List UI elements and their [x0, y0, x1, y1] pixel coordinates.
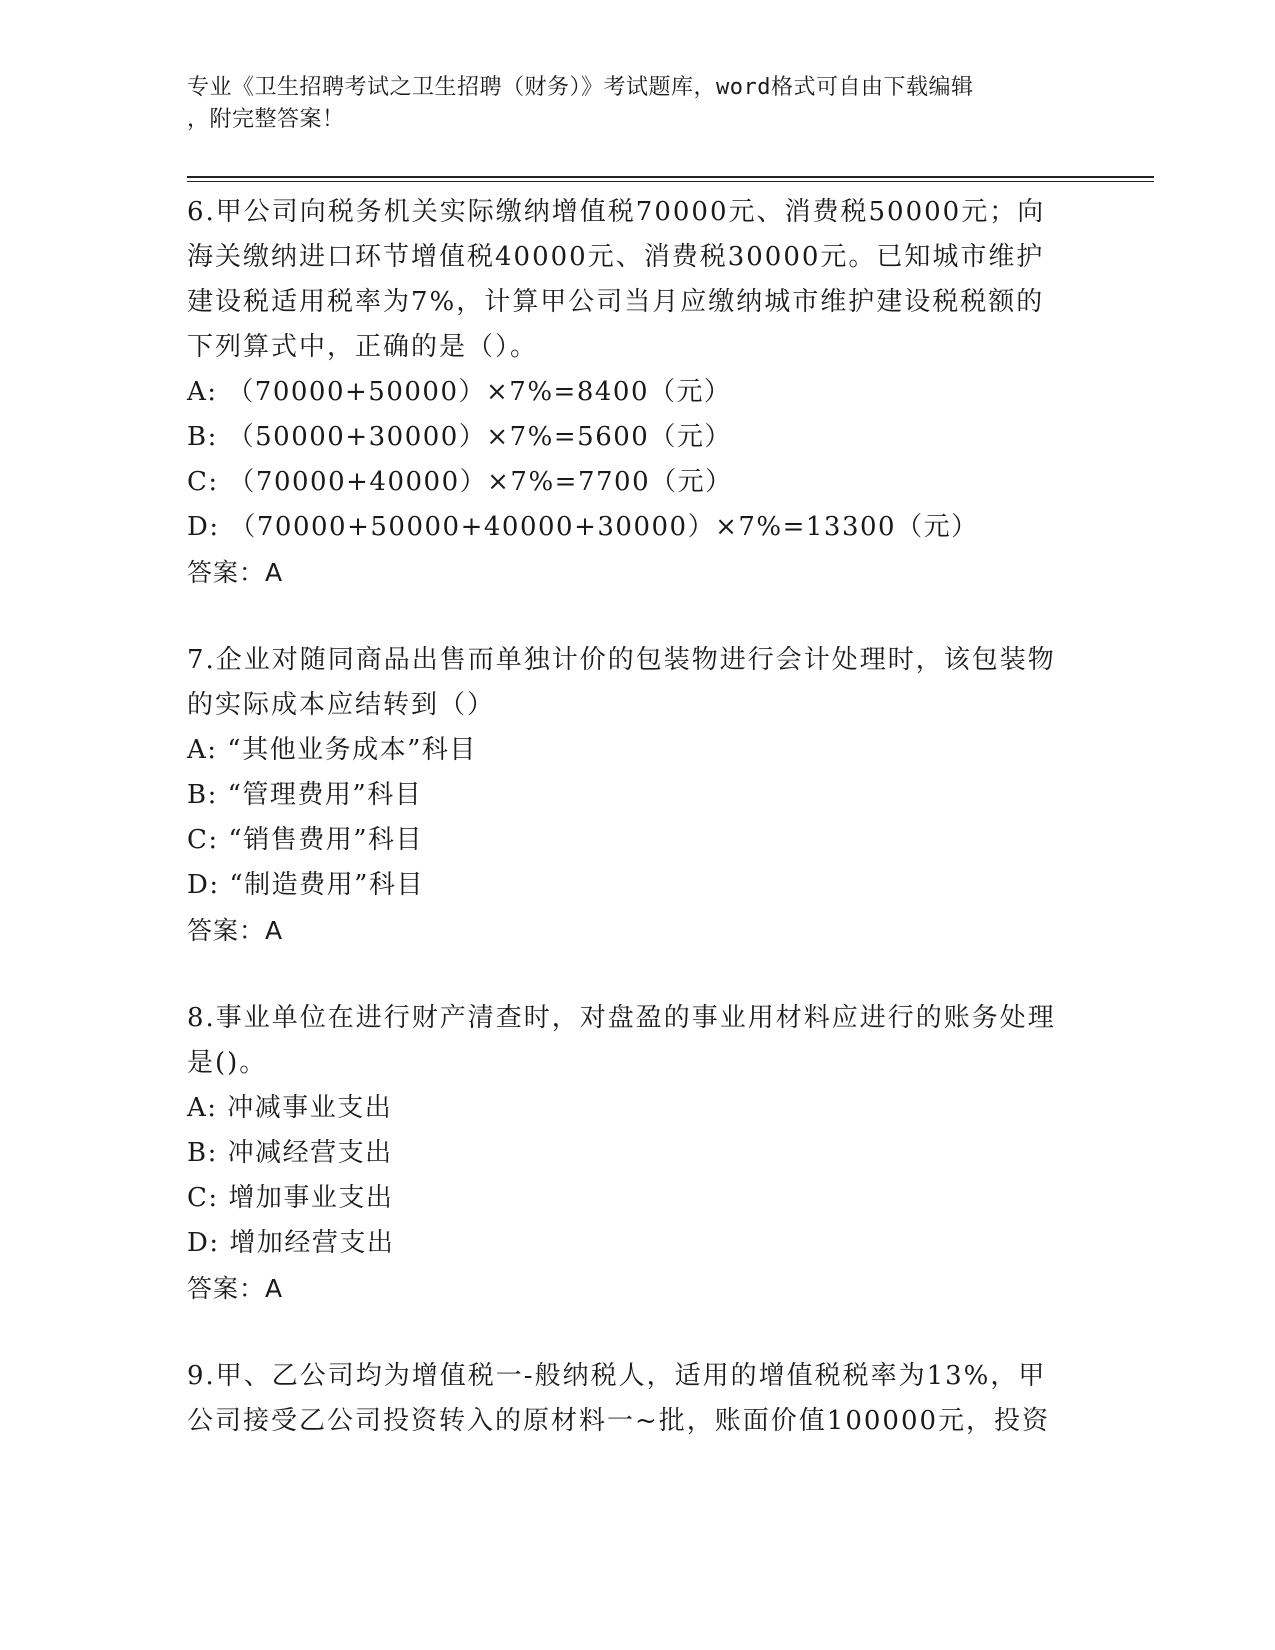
- option-b: B: 冲减经营支出: [187, 1138, 393, 1168]
- header-line-2: ，附完整答案！: [187, 107, 345, 132]
- question-text: 9.甲、乙公司均为增值税一-般纳税人，适用的增值税税率为13%，甲公司接受乙公司投资转入的原材料一~批，账面价值100000元，投资: [187, 1361, 1051, 1436]
- header-divider-thick: [187, 176, 1154, 178]
- document-header: [187, 72, 1067, 136]
- answer-label: 答案：A: [187, 1274, 284, 1303]
- question-9: [187, 1354, 1067, 1444]
- option-d: D: （70000+50000+40000+30000）×7%=13300（元）: [187, 512, 979, 542]
- option-c: C: 增加事业支出: [187, 1183, 394, 1213]
- option-b: B: （50000+30000）×7%=5600（元）: [187, 422, 732, 452]
- option-a: A: （70000+50000）×7%=8400（元）: [187, 377, 732, 407]
- answer-label: 答案：A: [187, 558, 284, 587]
- header-divider-thin: [187, 181, 1154, 182]
- question-text: 6.甲公司向税务机关实际缴纳增值税70000元、消费税50000元；向海关缴纳进口环节增值税40000元、消费税30000元。已知城市维护建设税适用税率为7%，计算甲公司当月应缴纳城市维护建设税税额的下列算式中，正确的是（）。: [187, 197, 1046, 362]
- option-d: D: 增加经营支出: [187, 1228, 395, 1258]
- question-text: 8.事业单位在进行财产清查时，对盘盈的事业用材料应进行的账务处理是()。: [187, 1003, 1056, 1078]
- option-a: A: 冲减事业支出: [187, 1093, 393, 1123]
- option-d: D: “制造费用”科目: [187, 870, 424, 900]
- question-list: [187, 190, 1067, 1486]
- question-text: 7.企业对随同商品出售而单独计价的包装物进行会计处理时，该包装物的实际成本应结转到（）: [187, 645, 1056, 720]
- answer-label: 答案：A: [187, 916, 284, 945]
- header-line-1: 专业《卫生招聘考试之卫生招聘（财务）》考试题库，word格式可自由下载编辑: [187, 75, 974, 100]
- option-b: B: “管理费用”科目: [187, 780, 423, 810]
- question-6: [187, 190, 1067, 596]
- question-8: [187, 996, 1067, 1312]
- option-c: C: “销售费用”科目: [187, 825, 424, 855]
- question-7: [187, 638, 1067, 954]
- option-c: C: （70000+40000）×7%=7700（元）: [187, 467, 733, 497]
- option-a: A: “其他业务成本”科目: [187, 735, 477, 765]
